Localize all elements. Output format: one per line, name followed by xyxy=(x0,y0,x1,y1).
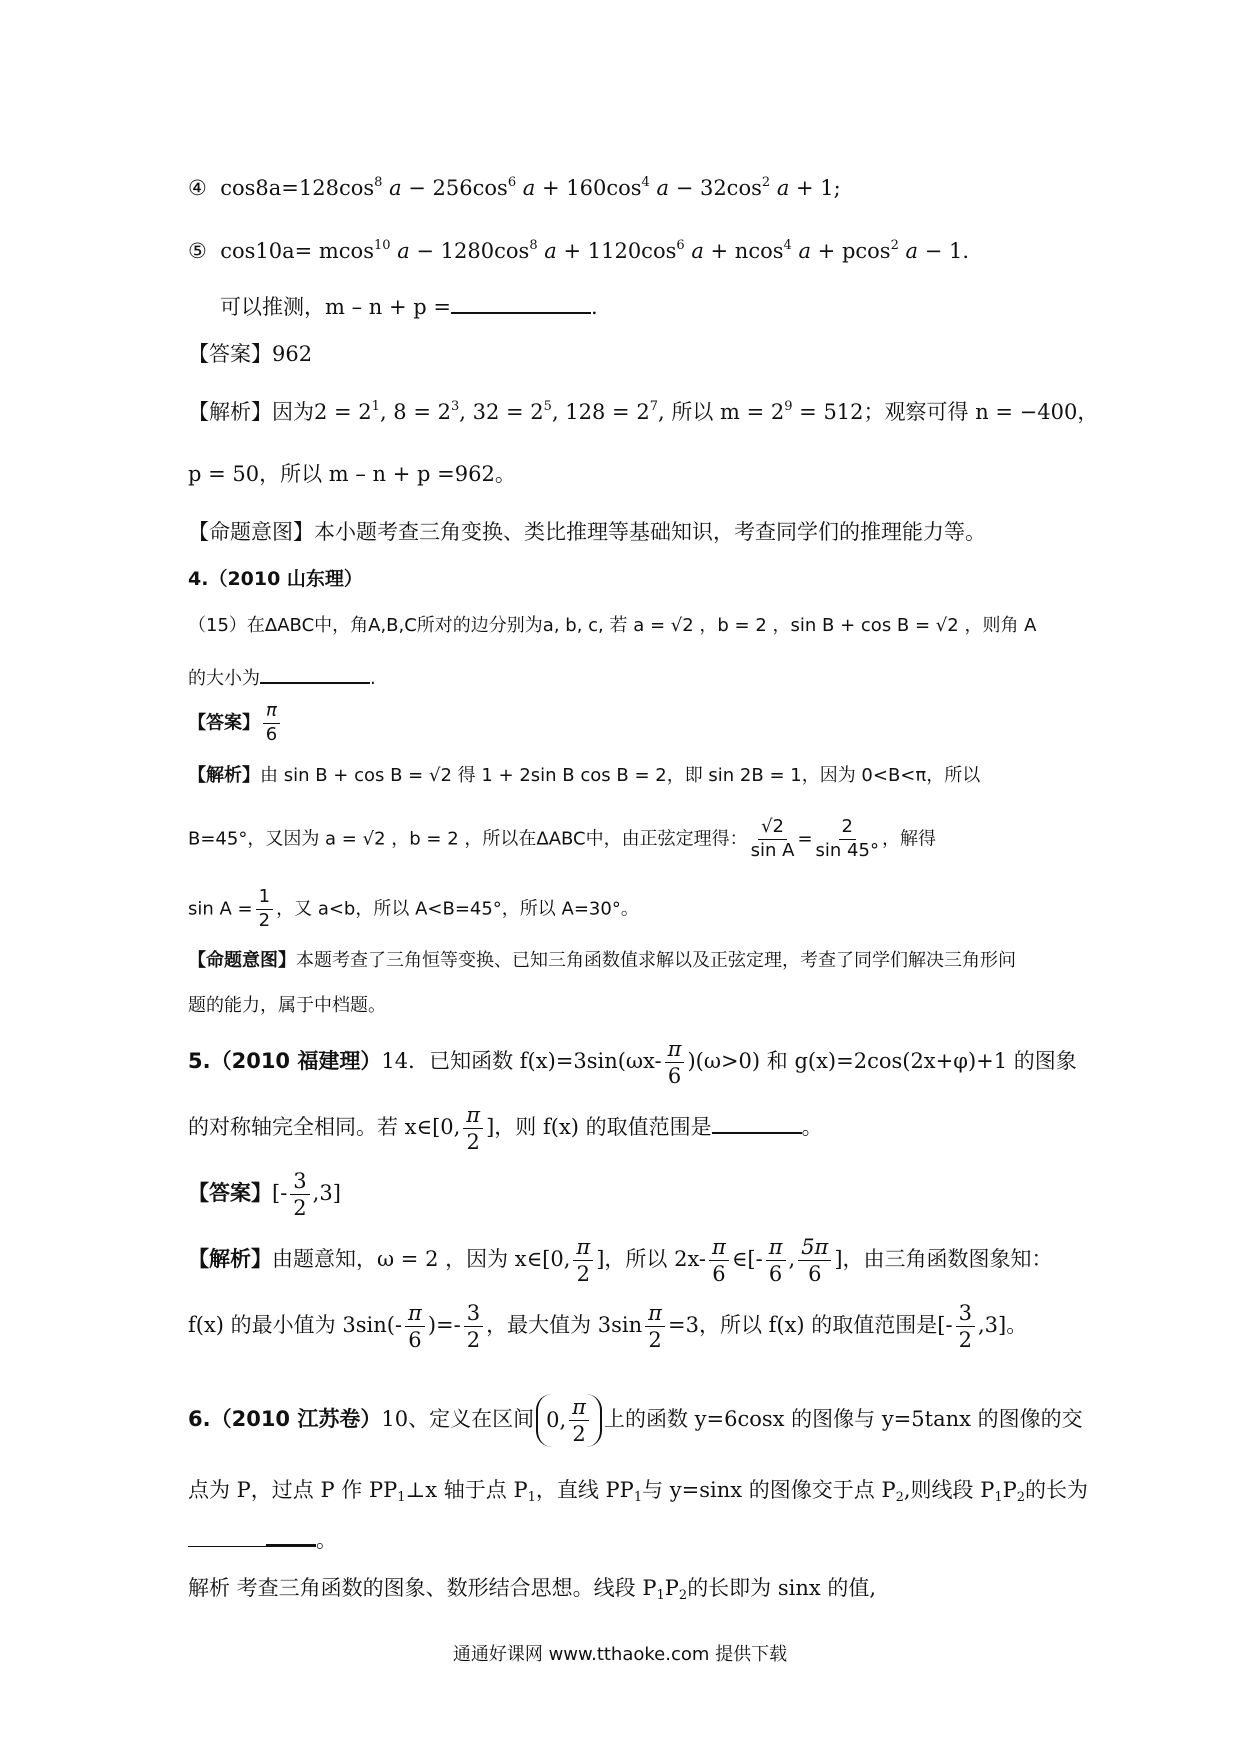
analysis-tag: 【解析】 xyxy=(188,765,260,786)
problem-4-question-2: 的大小为 . xyxy=(188,664,376,688)
answer-blank-thick xyxy=(266,1526,316,1547)
answer-blank xyxy=(712,1114,802,1134)
fraction: $\frac{\pi}{2}$ xyxy=(463,1104,483,1153)
intent-tag: 【命题意图】 xyxy=(188,950,296,971)
fraction: $\frac{\pi}{2}$ xyxy=(569,1396,589,1445)
fraction: $\frac{\pi}{6}$ xyxy=(766,1236,786,1285)
fraction: $\frac{5\pi}{6}$ xyxy=(798,1236,831,1285)
circled-number-5: ⑤ xyxy=(188,239,207,263)
fraction: $\frac{\pi}{6}$ xyxy=(665,1038,685,1087)
problem-6-answer-blank-line: 。 xyxy=(188,1526,337,1551)
analysis-line-2: p = 50，所以 m – n + p =962。 xyxy=(188,462,516,486)
problem-4-analysis-1: 【解析】由 sin B + cos B = √2 得 1 + 2sin B cos B = 2，即 sin 2B = 1，因为 0<B<π，所以 xyxy=(188,765,981,786)
answer-tag: 【答案】 xyxy=(188,342,272,366)
problem-5-question-2: 的对称轴完全相同。若 x∈[0, $\frac{\pi}{2}$ ]，则 f(x) 的取值范围是 。 xyxy=(188,1103,823,1155)
fraction: $\frac{\pi}{6}$ xyxy=(405,1302,425,1351)
problem-4-intent-2: 题的能力，属于中档题。 xyxy=(188,995,386,1016)
fraction: $\frac{\pi}{6}$ xyxy=(709,1236,729,1285)
interval: 0, $\frac{\pi}{2}$ xyxy=(536,1394,602,1447)
fraction: $\frac{3}{2}$ xyxy=(464,1302,483,1351)
page-footer: 通通好课网 www.tthaoke.com 提供下载 xyxy=(452,1644,788,1665)
problem-4-answer xyxy=(188,702,283,745)
problem-4-intent-1: 【命题意图】本题考查了三角恒等变换、已知三角函数值求解以及正弦定理，考查了同学们解决三角形问 xyxy=(188,950,1016,971)
answer-tag: 【答案】 xyxy=(188,1181,272,1206)
fraction: $\frac{\pi}{2}$ xyxy=(645,1302,665,1351)
problem-5-question-1: 5.（2010 福建理）14．已知函数 f(x)=3sin(ωx- $\frac{\pi}{6}$ )(ω>0) 和 g(x)=2cos(2x+φ)+1 的图象 xyxy=(188,1037,1077,1089)
problem-6-heading: 6.（2010 江苏卷） xyxy=(188,1407,382,1432)
formula-4: ④ $\cos 8a=128\cos^8$ $a - 256\cos^6$ $a + 160\cos^4$ $a - 32\cos^2$ a + 1; xyxy=(188,175,841,200)
problem-5-analysis-1: 【解析】由题意知，ω = 2 ，因为 x∈[0, $\frac{\pi}{2}$ ]，所以 2x- $\frac{\pi}{6}$ ∈[- $\frac{\pi}{6}$ , $\frac{5\pi}{6}$ ]，由三角函数图象知： xyxy=(188,1235,1053,1287)
analysis-tag: 【解析】 xyxy=(188,1247,272,1272)
problem-4-heading: 4.（2010 山东理） xyxy=(188,568,363,590)
question-prompt: 可以推测，m – n + p = . xyxy=(220,295,598,319)
problem-4-analysis-2: B=45°，又因为 a = √2 ，b = 2 ，所以在ΔABC中，由正弦定理得： $\frac{√2}{\text{sin A}}$ = $\frac{2}{\sin 45^\circ}$ ，解得 xyxy=(188,816,936,861)
intent-line: 【命题意图】本小题考查三角变换、类比推理等基础知识，考查同学们的推理能力等。 xyxy=(188,520,986,544)
problem-4-question: （15）在ΔABC中，角A,B,C所对的边分别为a, b, c, 若 a = √2 ，b = 2 ，sin B + cos B = √2 ，则角 A xyxy=(188,615,1037,636)
fraction: $\frac{\pi}{6}$ xyxy=(263,702,280,745)
answer-value: 962 xyxy=(272,342,313,366)
fraction: $\frac{3}{2}$ xyxy=(956,1302,975,1351)
circled-number-4: ④ xyxy=(188,176,207,200)
fraction: $\frac{3}{2}$ xyxy=(290,1170,309,1219)
fraction: $\frac{2}{\sin 45^\circ}$ xyxy=(815,816,879,861)
intent-tag: 【命题意图】 xyxy=(188,520,314,544)
answer-blank xyxy=(451,294,591,314)
fraction: $\frac{\pi}{2}$ xyxy=(573,1236,593,1285)
problem-5-answer: 【答案】[- $\frac{3}{2}$ ,3] xyxy=(188,1169,341,1221)
fraction: $\frac{√2}{\text{sin A}}$ xyxy=(750,816,795,861)
problem-5-analysis-2: f(x) 的最小值为 3sin(- $\frac{\pi}{6}$ )=- $\frac{3}{2}$ ，最大值为 3sin $\frac{\pi}{2}$ =3，所以 f(x) 的取值范围是[- $\frac{3}{2}$ ,3]。 xyxy=(188,1301,1028,1353)
problem-4-analysis-3: sin A = $\frac{1}{2}$ ，又 a<b，所以 A<B=45°，所以 A=30°。 xyxy=(188,886,639,931)
answer-line xyxy=(188,344,312,365)
problem-6-question-1: 6.（2010 江苏卷）10、定义在区间 0, $\frac{\pi}{2}$ 上的函数 y=6cosx 的图像与 y=5tanx 的图像的交 xyxy=(188,1395,1083,1447)
problem-5-heading: 5.（2010 福建理） xyxy=(188,1049,382,1074)
answer-blank-thin xyxy=(188,1528,266,1547)
answer-blank xyxy=(260,664,370,684)
problem-6-question-2: 点为 P，过点 P 作 $PP_1\perp x$ 轴于点 $P_1$，直线 $PP_1$与 y=sinx 的图像交于点 $P_2$,则线段 $P_1P_2$的长为 xyxy=(188,1478,1089,1505)
formula-5: ⑤ cos10a= mcos$^{10}$ $a - 1280\cos^8$ $a + 1120\cos^6$ a + ncos$^4$ a + pcos$^2$ a − 1. xyxy=(188,238,970,263)
analysis-line-1: 【解析】因为$2 = 2^1$, $8 = 2^3$, $32 = 2^5$, $128 = 2^7$, 所以 $m = 2^9 = 512$；观察可得 n = −400， xyxy=(188,399,1099,424)
problem-6-analysis: 解析 考查三角函数的图象、数形结合思想。线段 $P_1P_2$的长即为 sinx 的值, xyxy=(188,1576,877,1603)
answer-tag: 【答案】 xyxy=(188,712,260,734)
analysis-tag: 【解析】 xyxy=(188,400,272,424)
fraction: $\frac{1}{2}$ xyxy=(256,888,273,931)
